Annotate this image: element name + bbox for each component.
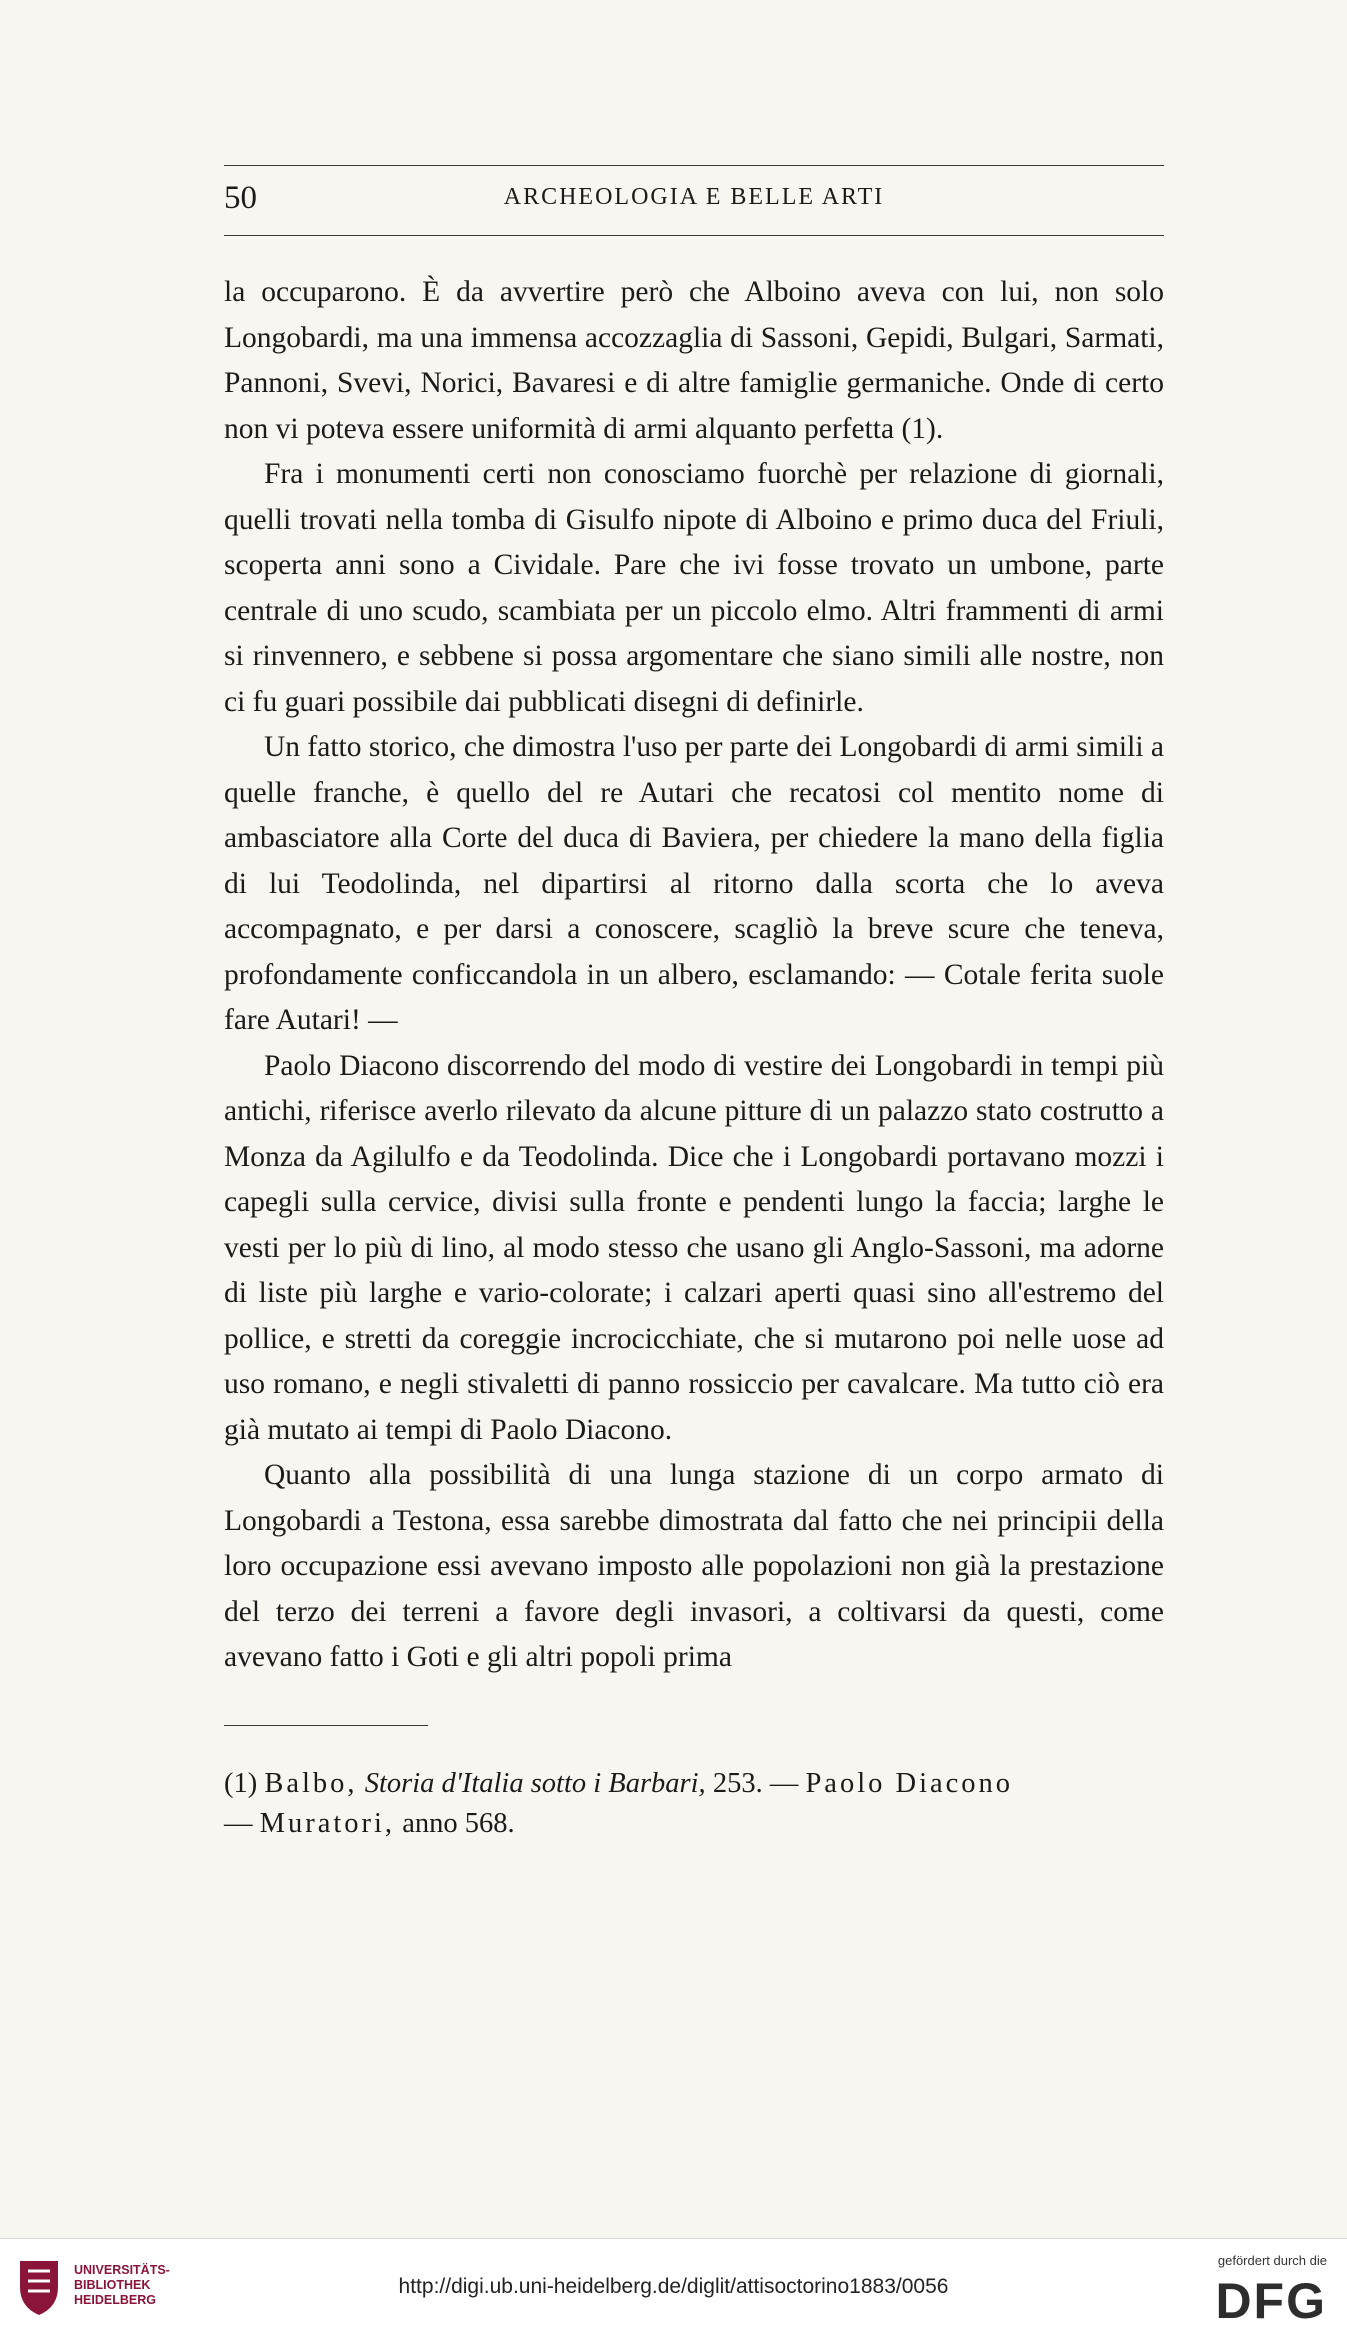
footnote-author: Balbo, <box>264 1768 358 1799</box>
viewer-footer <box>0 2238 1347 2336</box>
footnote-title: Storia d'Italia sotto i Barbari, <box>364 1768 706 1799</box>
footnote-ref: anno 568. <box>402 1808 515 1839</box>
running-head: ARCHEOLOGIA E BELLE ARTI <box>503 184 885 210</box>
footnote-dash: — <box>224 1808 253 1839</box>
paragraph: Paolo Diacono discorrendo del modo di vestire dei Longobardi in tempi più antichi, riferisce averlo rilevato da alcune pitture di un palazzo stato costrutto a Monza da Agilulfo e da Teodolinda. Dice che i Longobardi portavano mozzi i capegli sulla cervice, divisi sulla fronte e pendenti lungo la faccia; larghe le vesti per lo più di lino, al modo stesso che usano gli Anglo-Sassoni, ma adorne di liste più larghe e vario-colorate; i calzari aperti quasi sino all'estremo del pollice, e stretti da coreggie incrocicchiate, che si mutarono poi nelle uose ad uso romano, e negli stivaletti di panno rossiccio per cavalcare. Ma tutto ciò era già mutato ai tempi di Paolo Diacono. <box>224 1049 1164 1446</box>
paragraph: Un fatto storico, che dimostra l'uso per parte dei Longobardi di armi simili a quelle franche, è quello del re Autari che recatosi col mentito nome di ambasciatore alla Corte del duca di Baviera, per chiedere la mano della figlia di lui Teodolinda, nel dipartirsi al ritorno dalla scorta che lo aveva accompagnato, e per darsi a conoscere, scagliò la breve scure che teneva, profondamente conficcandola in un albero, esclamando: — Cotale ferita suole fare Autari! — <box>224 731 1164 1036</box>
footnote <box>224 1764 1164 1844</box>
funding-note: gefördert durch die <box>1217 2253 1327 2268</box>
paragraph: la occuparono. È da avvertire però che Alboino aveva con lui, non solo Longobardi, ma una immensa accozzaglia di Sassoni, Gepidi, Bulgari, Sarmati, Pannoni, Svevi, Norici, Bavaresi e di altre famiglie germaniche. Onde di certo non vi poteva essere uniformità di armi alquanto perfetta (1). <box>224 276 1164 445</box>
paragraph: Fra i monumenti certi non conosciamo fuorchè per relazione di giornali, quelli trovati nella tomba di Gisulfo nipote di Alboino e primo duca del Friuli, scoperta anni sono a Cividale. Pare che ivi fosse trovato un umbone, parte centrale di uno scudo, scambiata per un piccolo elmo. Altri frammenti di armi si rinvennero, e sebbene si possa argomentare che siano simili alle nostre, non ci fu guari possibile dai pubblicati disegni di definirle. <box>224 458 1164 718</box>
page-number: 50 <box>224 180 257 216</box>
footnote-rule <box>224 1725 428 1726</box>
footnote-author: Paolo Diacono <box>805 1768 1014 1799</box>
body-text <box>224 270 1164 1681</box>
library-name: UNIVERSITÄTS- BIBLIOTHEK HEIDELBERG <box>74 2263 170 2307</box>
page-header <box>224 180 1164 220</box>
paragraph: Quanto alla possibilità di una lunga stazione di un corpo armato di Longobardi a Testona, essa sarebbe dimostrata dal fatto che nei principii della loro occupazione essi avevano imposto alle popolazioni non già la prestazione del terzo dei terreni a favore degli invasori, a coltivarsi da questi, come avevano fatto i Goti e gli altri popoli prima <box>224 1459 1164 1673</box>
page-url-link[interactable]: http://digi.ub.uni-heidelberg.de/diglit/attisoctorino1883/0056 <box>398 2275 949 2298</box>
footnote-author: Muratori, <box>259 1808 396 1839</box>
header-top-rule <box>224 165 1164 166</box>
footnote-ref: 253. — <box>712 1768 799 1799</box>
header-bottom-rule <box>224 235 1164 236</box>
footnote-marker: (1) <box>224 1768 258 1799</box>
dfg-logo: DFG <box>1215 2273 1327 2329</box>
